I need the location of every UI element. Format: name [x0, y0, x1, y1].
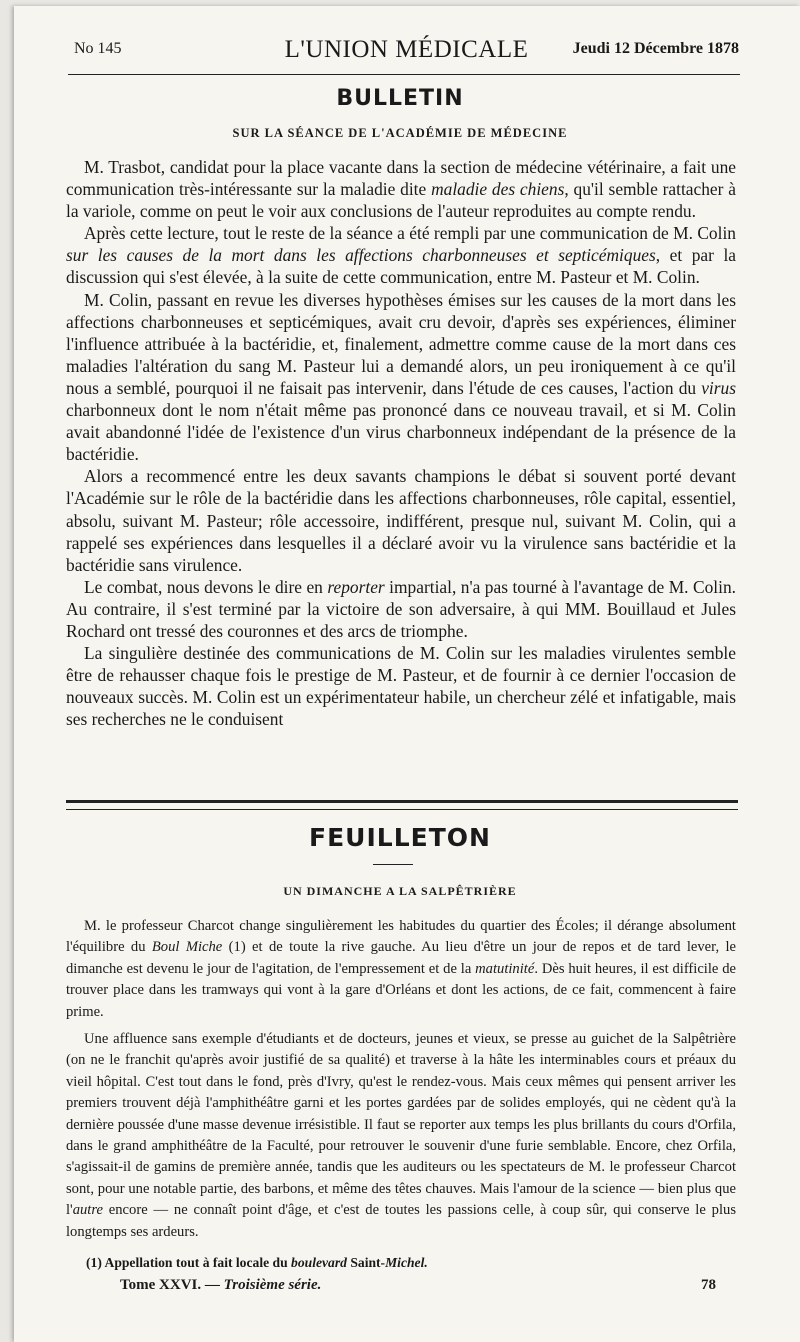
italic-text: autre — [72, 1202, 103, 1219]
feuilleton-subtitle: UN DIMANCHE A LA SALPÊTRIÈRE — [283, 884, 517, 898]
feuilleton-title-rule — [373, 864, 413, 865]
series-label: Troisième série. — [223, 1277, 322, 1293]
text-run: , et par la discussion qui s'est élevée, à la suite de cette communication, entre M. Pasteur et M. Colin. — [66, 245, 737, 288]
italic-text: reporter — [327, 576, 385, 597]
text-run: . Dès huit heures, il est difficile de trouver place dans les tramways qui vont à la gare d'Orléans et dont les actions, de ce fait, commencent à faire prime. — [66, 960, 737, 1020]
feuilleton-body — [66, 916, 736, 1243]
bulletin-paragraph — [66, 642, 736, 730]
bulletin-body — [66, 156, 736, 730]
text-run: (1) et de toute la rive gauche. Au lieu d'être un jour de repos et de tard lever, le dimanche est devenu le jour de l'agitation, de l'empressement et de la — [66, 939, 736, 977]
text-run: M. Trasbot, candidat pour la place vacante dans la section de médecine vétérinaire, a fait une communication très-intéressante sur la maladie dite — [66, 157, 736, 200]
page-number: 78 — [701, 1277, 716, 1293]
text-run: Alors a recommencé entre les deux savants champions le débat si souvent porté devant l'Académie sur le rôle de la bactéridie dans les affections charbonneuses, rôle capital, essentiel, absolu, suivant M. Pasteur; rôle accessoire, indifférent, presque nul, suivant M. Colin, qui a rappelé ses expériences dans lesquelles il a déclaré avoir vu la virulence sans bactéridie et la bactéridie sans virulence. — [66, 466, 736, 575]
bulletin-paragraph — [66, 465, 736, 575]
italic-text: Boul Miche — [151, 939, 223, 956]
text-run: (1) Appellation tout à fait locale du — [86, 1255, 292, 1270]
text-run: impartial, n'a pas tourné à l'avantage de M. Colin. Au contraire, il s'est terminé par la victoire de son adversaire, à qui MM. Bouillaud et Jules Rochard ont tressé des couronnes et des arcs de triomphe. — [66, 576, 736, 641]
text-run: , qu'il semble rattacher à la variole, comme on peut le voir aux conclusions de l'auteur reproduites au compte rendu. — [66, 179, 736, 222]
text-run: M. le professeur Charcot change singulièrement les habitudes du quartier des Écoles; il dérange absolument l'équilibre du — [66, 918, 736, 956]
bulletin-paragraph — [66, 576, 736, 642]
text-run: La singulière destinée des communications de M. Colin sur les maladies virulentes semble être de rehausser chaque fois le prestige de M. Pasteur, et de fournir à ce dernier l'occasion de nouveaux succès. M. Colin est un expérimentateur habile, un chercheur zélé et infatigable, mais ses recherches ne le conduisent — [66, 643, 736, 730]
text-run: M. Colin, passant en revue les diverses hypothèses émises sur les causes de la mort dans les affections charbonneuses et septicémiques, avait cru devoir, d'après ses expériences, éliminer l'influence attribuée à la bactéridie, et, finalement, admettre comme cause de la mort dans ces maladies l'altération du sang M. Pasteur lui a demandé alors, un peu ironiquement à ce qu'il nous a semblé, pourquoi il ne faisait pas intervenir, dans l'étude de ces causes, l'action du — [66, 289, 736, 398]
issue-number: No 145 — [74, 40, 122, 57]
header-rule — [68, 74, 740, 75]
text-run: Après cette lecture, tout le reste de la séance a été rempli par une communication de M. Colin — [84, 223, 736, 244]
italic-text: maladie des chiens — [431, 179, 565, 200]
bulletin-title: BULLETIN — [336, 86, 464, 111]
text-run: charbonneux dont le nom n'était même pas prononcé dans ce nouveau travail, et si M. Colin avait abandonné l'idée de l'existence d'un virus charbonneux indépendant de la présence de la bactéridie. — [66, 400, 736, 465]
italic-text: matutinité — [475, 960, 535, 977]
italic-text: virus — [701, 377, 736, 398]
journal-title: L'UNION MÉDICALE — [284, 36, 529, 63]
italic-text: Michel. — [385, 1255, 428, 1270]
volume-info — [120, 1277, 321, 1294]
section-divider — [66, 800, 738, 810]
italic-text: boulevard — [291, 1255, 347, 1270]
text-run: Le combat, nous devons le dire en — [84, 576, 328, 597]
text-run: encore — ne connaît point d'âge, et c'est de toutes les passions celle, à coup sûr, qui conserve le plus longtemps ses ardeurs. — [66, 1202, 736, 1240]
text-run: Une affluence sans exemple d'étudiants et de docteurs, jeunes et vieux, se presse au guichet de la Salpêtrière (on ne le franchit qu'après avoir justifié de sa qualité) et traverse à la hâte les interminables cours et préaux du vieil hôpital. C'est tout dans le fond, près d'Ivry, qu'est le rendez-vous. Mais ceux mêmes qui pensent arriver les premiers trouvent déjà l'amphithéâtre garni et les portes gardées par de solides employés, qui ne cèdent qu'à la dernière poussée d'une masse devenue irrésistible. Il faut se reporter aux temps les plus brillants du cours d'Orfila, dans le grand amphithéâtre de la Faculté, pour retrouver le souvenir d'une furie semblable. Encore, chez Orfila, s'agissait-il de gamins de première année, tandis que les auditeurs ou les spectateurs de M. le professeur Charcot sont, pour une notable partie, des barbons, et même des têtes chauves. Mais l'amour de la science — bien plus que l' — [66, 1031, 736, 1219]
feuilleton-paragraph — [66, 1029, 736, 1243]
italic-text: sur les causes de la mort dans les affections charbonneuses et septicémiques — [66, 245, 656, 266]
volume-label: Tome XXVI. — — [120, 1277, 224, 1293]
issue-date: Jeudi 12 Décembre 1878 — [572, 40, 739, 57]
page-header — [74, 36, 739, 66]
footnote — [86, 1253, 736, 1273]
text-run: Saint- — [346, 1255, 386, 1270]
bulletin-paragraph — [66, 156, 736, 222]
bulletin-paragraph — [66, 222, 736, 288]
bulletin-paragraph — [66, 289, 736, 466]
feuilleton-title: FEUILLETON — [309, 823, 491, 852]
bulletin-subtitle: SUR LA SÉANCE DE L'ACADÉMIE DE MÉDECINE — [232, 126, 568, 140]
feuilleton-paragraph — [66, 916, 736, 1023]
